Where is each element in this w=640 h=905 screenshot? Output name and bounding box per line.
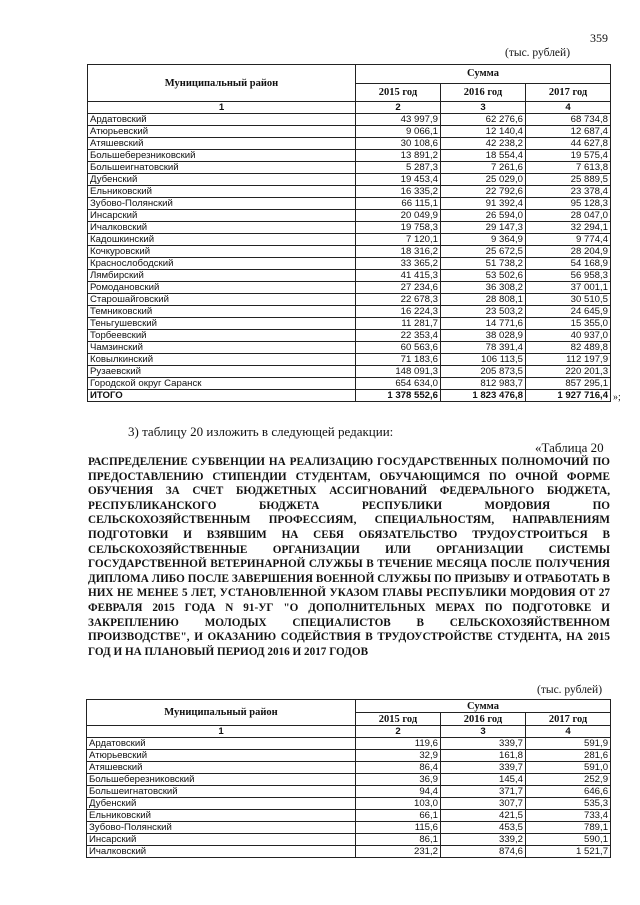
table-row [88, 342, 611, 354]
total-value: 1 378 552,6 [356, 390, 441, 402]
page-number: 359 [590, 31, 608, 45]
amount-cell: 27 234,6 [356, 282, 441, 294]
column-index: 3 [441, 102, 526, 114]
amount-cell: 51 738,2 [441, 258, 526, 270]
table-row [88, 318, 611, 330]
amount-cell: 37 001,1 [526, 282, 611, 294]
amount-cell: 42 238,2 [441, 138, 526, 150]
subsidy-table-20 [86, 699, 611, 858]
amount-cell: 71 183,6 [356, 354, 441, 366]
amount-cell: 119,6 [356, 738, 441, 750]
district-name: Атюрьевский [88, 126, 356, 138]
amount-cell: 95 128,3 [526, 198, 611, 210]
amount-cell: 14 771,6 [441, 318, 526, 330]
amount-cell: 32,9 [356, 750, 441, 762]
amount-cell: 56 958,3 [526, 270, 611, 282]
column-index: 1 [87, 726, 356, 738]
amount-cell: 18 554,4 [441, 150, 526, 162]
column-index: 3 [441, 726, 526, 738]
amount-cell: 11 281,7 [356, 318, 441, 330]
amount-cell: 18 316,2 [356, 246, 441, 258]
district-name: Лямбирский [88, 270, 356, 282]
district-name: Ельниковский [87, 810, 356, 822]
amount-cell: 66 115,1 [356, 198, 441, 210]
table-row [88, 378, 611, 390]
amount-cell: 82 489,8 [526, 342, 611, 354]
amount-cell: 590,1 [526, 834, 611, 846]
amount-cell: 25 889,5 [526, 174, 611, 186]
district-name: Инсарский [88, 210, 356, 222]
amount-cell: 43 997,9 [356, 114, 441, 126]
amount-cell: 453,5 [441, 822, 526, 834]
table-row [88, 138, 611, 150]
table-row [88, 270, 611, 282]
amount-cell: 789,1 [526, 822, 611, 834]
table-20-heading: РАСПРЕДЕЛЕНИЕ СУБВЕНЦИИ НА РЕАЛИЗАЦИЮ ГОСУДАРСТВЕННЫХ ПОЛНОМОЧИЙ ПО ПРЕДОСТАВЛЕНИЮ СТИПЕНДИИ СТУДЕНТАМ, ОБУЧАЮЩИМСЯ ПО ОЧНОЙ ФОРМЕ ОБУЧЕНИЯ ЗА СЧЕТ БЮДЖЕТНЫХ АССИГНОВАНИЙ ФЕДЕРАЛЬНОГО БЮДЖЕТА, РЕСПУБЛИКАНСКОГО БЮДЖЕТА РЕСПУБЛИКИ МОРДОВИЯ ПО СЕЛЬСКОХОЗЯЙСТВЕННЫМ ПРОФЕССИЯМ, СПЕЦИАЛЬНОСТЯМ, НАПРАВЛЕНИЯМ ПОДГОТОВКИ И ВЗЯВШИМ НА СЕБЯ ОБЯЗАТЕЛЬСТВО ТРУДОУСТРОИТЬСЯ В СЕЛЬСКОХОЗЯЙСТВЕННЫЕ ОРГАНИЗАЦИИ ИЛИ ОРГАНИЗАЦИИ СИСТЕМЫ ГОСУДАРСТВЕННОЙ ВЕТЕРИНАРНОЙ СЛУЖБЫ В ТЕЧЕНИЕ МЕСЯЦА ПОСЛЕ ПОЛУЧЕНИЯ ДИПЛОМА ЛИБО ПОСЛЕ ЗАВЕРШЕНИЯ ВОЕННОЙ СЛУЖБЫ ПО ПРИЗЫВУ И ОТРАБОТАТЬ В НИХ НЕ МЕНЕЕ 5 ЛЕТ, УСТАНОВЛЕННОЙ УКАЗОМ ГЛАВЫ РЕСПУБЛИКИ МОРДОВИЯ ОТ 27 ФЕВРАЛЯ 2015 ГОДА N 91-УГ "О ДОПОЛНИТЕЛЬНЫХ МЕРАХ ПО ПОДГОТОВКЕ И ЗАКРЕПЛЕНИЮ МОЛОДЫХ СПЕЦИАЛИСТОВ В СЕЛЬСКОХОЗЯЙСТВЕННОМ ПРОИЗВОДСТВЕ", И ОКАЗАНИЮ СОДЕЙСТВИЯ В ТРУДОУСТРОЙСТВЕ СТУДЕНТА, НА 2015 ГОД И НА ПЛАНОВЫЙ ПЕРИОД 2016 И 2017 ГОДОВ [88, 456, 610, 658]
table-row [87, 798, 611, 810]
district-name: Кадошкинский [88, 234, 356, 246]
amount-cell: 733,4 [526, 810, 611, 822]
amount-cell: 26 594,0 [441, 210, 526, 222]
amount-cell: 12 140,4 [441, 126, 526, 138]
amount-cell: 23 378,4 [526, 186, 611, 198]
table-row [88, 366, 611, 378]
table-row [88, 282, 611, 294]
amount-cell: 25 672,5 [441, 246, 526, 258]
amount-cell: 53 502,6 [441, 270, 526, 282]
amount-cell: 148 091,3 [356, 366, 441, 378]
amount-cell: 25 029,0 [441, 174, 526, 186]
amount-cell: 15 355,0 [526, 318, 611, 330]
table-row [88, 294, 611, 306]
amount-cell: 22 353,4 [356, 330, 441, 342]
table-row [88, 354, 611, 366]
header-year: 2016 год [441, 83, 526, 102]
district-name: Старошайговский [88, 294, 356, 306]
table-row [87, 786, 611, 798]
column-index: 1 [88, 102, 356, 114]
subsidy-table-1 [87, 64, 611, 402]
amount-cell: 307,7 [441, 798, 526, 810]
amount-cell: 16 224,3 [356, 306, 441, 318]
table-row [88, 234, 611, 246]
amount-cell: 36 308,2 [441, 282, 526, 294]
table-row [87, 846, 611, 858]
table-row [88, 222, 611, 234]
table-row [88, 114, 611, 126]
amount-cell: 16 335,2 [356, 186, 441, 198]
table-row [88, 246, 611, 258]
amount-cell: 9 774,4 [526, 234, 611, 246]
table-row [87, 822, 611, 834]
district-name: Большеигнатовский [88, 162, 356, 174]
total-value: 1 823 476,8 [441, 390, 526, 402]
amount-cell: 91 392,4 [441, 198, 526, 210]
amount-cell: 54 168,9 [526, 258, 611, 270]
district-name: Ичалковский [88, 222, 356, 234]
amount-cell: 112 197,9 [526, 354, 611, 366]
amount-cell: 339,7 [441, 762, 526, 774]
district-name: Большеберезниковский [88, 150, 356, 162]
district-name: Дубенский [88, 174, 356, 186]
amount-cell: 857 295,1 [526, 378, 611, 390]
amount-cell: 591,0 [526, 762, 611, 774]
amount-cell: 22 678,3 [356, 294, 441, 306]
table-row [88, 258, 611, 270]
amount-cell: 7 261,6 [441, 162, 526, 174]
total-value: 1 927 716,4 [526, 390, 611, 402]
amount-cell: 44 627,8 [526, 138, 611, 150]
amount-cell: 40 937,0 [526, 330, 611, 342]
amount-cell: 281,6 [526, 750, 611, 762]
district-name: Ельниковский [88, 186, 356, 198]
amount-cell: 231,2 [356, 846, 441, 858]
amount-cell: 86,4 [356, 762, 441, 774]
amount-cell: 36,9 [356, 774, 441, 786]
table-row [87, 834, 611, 846]
header-year: 2015 год [356, 83, 441, 102]
column-index: 4 [526, 102, 611, 114]
total-label: ИТОГО [88, 390, 356, 402]
amount-cell: 28 047,0 [526, 210, 611, 222]
amount-cell: 12 687,4 [526, 126, 611, 138]
table-row [87, 774, 611, 786]
amount-cell: 24 645,9 [526, 306, 611, 318]
district-name: Зубово-Полянский [87, 822, 356, 834]
header-year: 2016 год [441, 713, 526, 726]
table-row [87, 762, 611, 774]
district-name: Ичалковский [87, 846, 356, 858]
amount-cell: 7 120,1 [356, 234, 441, 246]
header-sum: Сумма [356, 700, 611, 713]
amount-cell: 19 758,3 [356, 222, 441, 234]
amount-cell: 103,0 [356, 798, 441, 810]
amount-cell: 23 503,2 [441, 306, 526, 318]
amount-cell: 371,7 [441, 786, 526, 798]
district-name: Дубенский [87, 798, 356, 810]
amount-cell: 339,7 [441, 738, 526, 750]
table-row [88, 210, 611, 222]
amount-cell: 1 521,7 [526, 846, 611, 858]
column-index: 2 [356, 726, 441, 738]
amount-cell: 115,6 [356, 822, 441, 834]
amount-cell: 812 983,7 [441, 378, 526, 390]
table-row [88, 330, 611, 342]
amount-cell: 33 365,2 [356, 258, 441, 270]
amount-cell: 161,8 [441, 750, 526, 762]
amount-cell: 28 204,9 [526, 246, 611, 258]
amount-cell: 38 028,9 [441, 330, 526, 342]
amendment-item-3: 3) таблицу 20 изложить в следующей редакции: [128, 424, 394, 439]
district-name: Рузаевский [88, 366, 356, 378]
district-name: Большеберезниковский [87, 774, 356, 786]
table-row [88, 186, 611, 198]
district-name: Зубово-Полянский [88, 198, 356, 210]
table-row [88, 198, 611, 210]
amount-cell: 94,4 [356, 786, 441, 798]
amount-cell: 252,9 [526, 774, 611, 786]
amount-cell: 145,4 [441, 774, 526, 786]
amount-cell: 78 391,4 [441, 342, 526, 354]
units-label-table1: (тыс. рублей) [505, 47, 571, 59]
table-20-reference: «Таблица 20 [535, 440, 604, 455]
amount-cell: 19 453,4 [356, 174, 441, 186]
amount-cell: 66,1 [356, 810, 441, 822]
table-row [88, 162, 611, 174]
amount-cell: 5 287,3 [356, 162, 441, 174]
table-row [88, 126, 611, 138]
district-name: Краснослободский [88, 258, 356, 270]
amount-cell: 22 792,6 [441, 186, 526, 198]
amount-cell: 339,2 [441, 834, 526, 846]
amount-cell: 41 415,3 [356, 270, 441, 282]
header-year: 2017 год [526, 83, 611, 102]
district-name: Инсарский [87, 834, 356, 846]
amount-cell: 20 049,9 [356, 210, 441, 222]
amount-cell: 421,5 [441, 810, 526, 822]
district-name: Ардатовский [88, 114, 356, 126]
amount-cell: 86,1 [356, 834, 441, 846]
district-name: Атяшевский [87, 762, 356, 774]
header-year: 2017 год [526, 713, 611, 726]
district-name: Темниковский [88, 306, 356, 318]
units-label-table2: (тыс. рублей) [537, 684, 603, 696]
header-district: Муниципальный район [87, 700, 356, 726]
column-index: 4 [526, 726, 611, 738]
amount-cell: 106 113,5 [441, 354, 526, 366]
district-name: Городской округ Саранск [88, 378, 356, 390]
table-row [88, 150, 611, 162]
column-index: 2 [356, 102, 441, 114]
table-row [88, 174, 611, 186]
district-name: Атюрьевский [87, 750, 356, 762]
amount-cell: 874,6 [441, 846, 526, 858]
amount-cell: 591,9 [526, 738, 611, 750]
amount-cell: 535,3 [526, 798, 611, 810]
amount-cell: 646,6 [526, 786, 611, 798]
table-row [87, 750, 611, 762]
amount-cell: 654 634,0 [356, 378, 441, 390]
amount-cell: 9 364,9 [441, 234, 526, 246]
amount-cell: 60 563,6 [356, 342, 441, 354]
table-row [87, 738, 611, 750]
amount-cell: 19 575,4 [526, 150, 611, 162]
district-name: Ардатовский [87, 738, 356, 750]
district-name: Ромодановский [88, 282, 356, 294]
header-district: Муниципальный район [88, 65, 356, 102]
amount-cell: 68 734,8 [526, 114, 611, 126]
amount-cell: 30 510,5 [526, 294, 611, 306]
amount-cell: 7 613,8 [526, 162, 611, 174]
amount-cell: 32 294,1 [526, 222, 611, 234]
header-year: 2015 год [356, 713, 441, 726]
district-name: Торбеевский [88, 330, 356, 342]
amount-cell: 62 276,6 [441, 114, 526, 126]
header-sum: Сумма [356, 65, 611, 84]
amount-cell: 13 891,2 [356, 150, 441, 162]
amount-cell: 29 147,3 [441, 222, 526, 234]
amount-cell: 9 066,1 [356, 126, 441, 138]
district-name: Атяшевский [88, 138, 356, 150]
amount-cell: 30 108,6 [356, 138, 441, 150]
district-name: Теньгушевский [88, 318, 356, 330]
table-row [87, 810, 611, 822]
table-row [88, 306, 611, 318]
amount-cell: 220 201,3 [526, 366, 611, 378]
district-name: Кочкуровский [88, 246, 356, 258]
amount-cell: 205 873,5 [441, 366, 526, 378]
closing-quote: »; [613, 392, 621, 403]
amount-cell: 28 808,1 [441, 294, 526, 306]
district-name: Чамзинский [88, 342, 356, 354]
district-name: Ковылкинский [88, 354, 356, 366]
district-name: Большеигнатовский [87, 786, 356, 798]
